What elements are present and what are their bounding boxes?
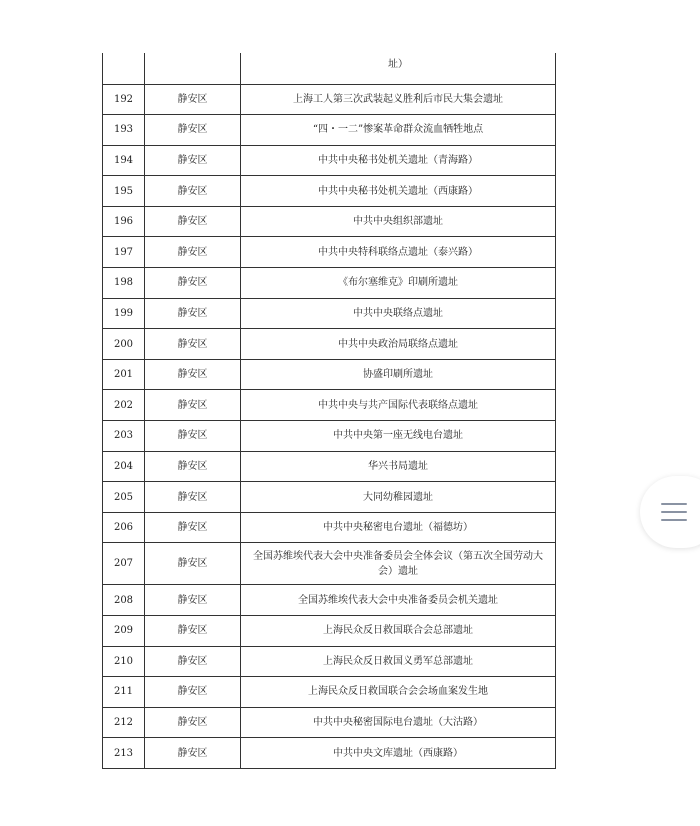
row-site-name: 大同幼稚园遗址 bbox=[241, 482, 556, 513]
table-row bbox=[103, 421, 556, 452]
row-district: 静安区 bbox=[145, 390, 241, 421]
row-district bbox=[145, 53, 241, 84]
table-row bbox=[103, 677, 556, 708]
row-district: 静安区 bbox=[145, 329, 241, 360]
row-number: 205 bbox=[103, 482, 145, 513]
table-row bbox=[103, 616, 556, 647]
table-row bbox=[103, 482, 556, 513]
table-row bbox=[103, 115, 556, 146]
row-number: 200 bbox=[103, 329, 145, 360]
row-site-name: 中共中央组织部遗址 bbox=[241, 206, 556, 237]
row-site-name: 中共中央文库遗址（西康路） bbox=[241, 738, 556, 769]
hamburger-menu-icon bbox=[661, 501, 687, 523]
table-row bbox=[103, 237, 556, 268]
row-district: 静安区 bbox=[145, 298, 241, 329]
row-district: 静安区 bbox=[145, 237, 241, 268]
table-row bbox=[103, 176, 556, 207]
row-site-name: 址） bbox=[241, 53, 556, 84]
table-row bbox=[103, 298, 556, 329]
side-menu-button[interactable] bbox=[640, 476, 700, 548]
row-district: 静安区 bbox=[145, 359, 241, 390]
row-number: 213 bbox=[103, 738, 145, 769]
row-site-name: “四・一二”惨案革命群众流血牺牲地点 bbox=[241, 115, 556, 146]
row-number: 194 bbox=[103, 145, 145, 176]
row-number: 192 bbox=[103, 84, 145, 115]
row-district: 静安区 bbox=[145, 585, 241, 616]
row-site-name: 《布尔塞维克》印刷所遗址 bbox=[241, 268, 556, 299]
row-site-name: 中共中央秘密电台遗址（福德坊） bbox=[241, 512, 556, 543]
row-site-name: 中共中央第一座无线电台遗址 bbox=[241, 421, 556, 452]
row-district: 静安区 bbox=[145, 482, 241, 513]
table-row bbox=[103, 646, 556, 677]
table-row bbox=[103, 585, 556, 616]
row-site-name: 上海工人第三次武装起义胜利后市民大集会遗址 bbox=[241, 84, 556, 115]
row-district: 静安区 bbox=[145, 616, 241, 647]
row-number: 208 bbox=[103, 585, 145, 616]
row-number: 198 bbox=[103, 268, 145, 299]
row-number: 204 bbox=[103, 451, 145, 482]
table-row bbox=[103, 206, 556, 237]
row-district: 静安区 bbox=[145, 176, 241, 207]
row-district: 静安区 bbox=[145, 268, 241, 299]
row-number: 202 bbox=[103, 390, 145, 421]
row-district: 静安区 bbox=[145, 84, 241, 115]
row-site-name: 全国苏维埃代表大会中央准备委员会全体会议（第五次全国劳动大会）遗址 bbox=[241, 543, 556, 585]
table-row bbox=[103, 359, 556, 390]
row-number bbox=[103, 53, 145, 84]
table-row-continued bbox=[103, 53, 556, 84]
row-number: 206 bbox=[103, 512, 145, 543]
row-district: 静安区 bbox=[145, 543, 241, 585]
row-district: 静安区 bbox=[145, 206, 241, 237]
row-site-name: 中共中央秘书处机关遗址（西康路） bbox=[241, 176, 556, 207]
table-row bbox=[103, 738, 556, 769]
row-district: 静安区 bbox=[145, 421, 241, 452]
table-row bbox=[103, 451, 556, 482]
row-district: 静安区 bbox=[145, 677, 241, 708]
row-number: 196 bbox=[103, 206, 145, 237]
sites-table-body bbox=[103, 53, 556, 768]
row-site-name: 中共中央特科联络点遗址（泰兴路） bbox=[241, 237, 556, 268]
row-district: 静安区 bbox=[145, 707, 241, 738]
row-number: 203 bbox=[103, 421, 145, 452]
sites-table bbox=[102, 53, 556, 769]
row-number: 211 bbox=[103, 677, 145, 708]
row-district: 静安区 bbox=[145, 512, 241, 543]
row-district: 静安区 bbox=[145, 646, 241, 677]
row-site-name: 上海民众反日救国义勇军总部遗址 bbox=[241, 646, 556, 677]
row-district: 静安区 bbox=[145, 145, 241, 176]
row-number: 207 bbox=[103, 543, 145, 585]
row-number: 210 bbox=[103, 646, 145, 677]
row-district: 静安区 bbox=[145, 451, 241, 482]
row-number: 199 bbox=[103, 298, 145, 329]
table-row bbox=[103, 329, 556, 360]
row-site-name: 协盛印刷所遗址 bbox=[241, 359, 556, 390]
table-row bbox=[103, 268, 556, 299]
row-district: 静安区 bbox=[145, 738, 241, 769]
row-site-name: 中共中央秘密国际电台遗址（大沽路） bbox=[241, 707, 556, 738]
table-row bbox=[103, 543, 556, 585]
row-site-name: 全国苏维埃代表大会中央准备委员会机关遗址 bbox=[241, 585, 556, 616]
table-row bbox=[103, 707, 556, 738]
row-site-name: 华兴书局遗址 bbox=[241, 451, 556, 482]
row-site-name: 上海民众反日救国联合会会场血案发生地 bbox=[241, 677, 556, 708]
row-number: 195 bbox=[103, 176, 145, 207]
row-site-name: 中共中央秘书处机关遗址（青海路） bbox=[241, 145, 556, 176]
row-site-name: 中共中央与共产国际代表联络点遗址 bbox=[241, 390, 556, 421]
table-row bbox=[103, 390, 556, 421]
row-number: 193 bbox=[103, 115, 145, 146]
row-site-name: 中共中央联络点遗址 bbox=[241, 298, 556, 329]
table-row bbox=[103, 145, 556, 176]
row-number: 201 bbox=[103, 359, 145, 390]
row-number: 209 bbox=[103, 616, 145, 647]
row-site-name: 中共中央政治局联络点遗址 bbox=[241, 329, 556, 360]
row-district: 静安区 bbox=[145, 115, 241, 146]
row-number: 212 bbox=[103, 707, 145, 738]
table-row bbox=[103, 84, 556, 115]
row-site-name: 上海民众反日救国联合会总部遗址 bbox=[241, 616, 556, 647]
table-row bbox=[103, 512, 556, 543]
row-number: 197 bbox=[103, 237, 145, 268]
